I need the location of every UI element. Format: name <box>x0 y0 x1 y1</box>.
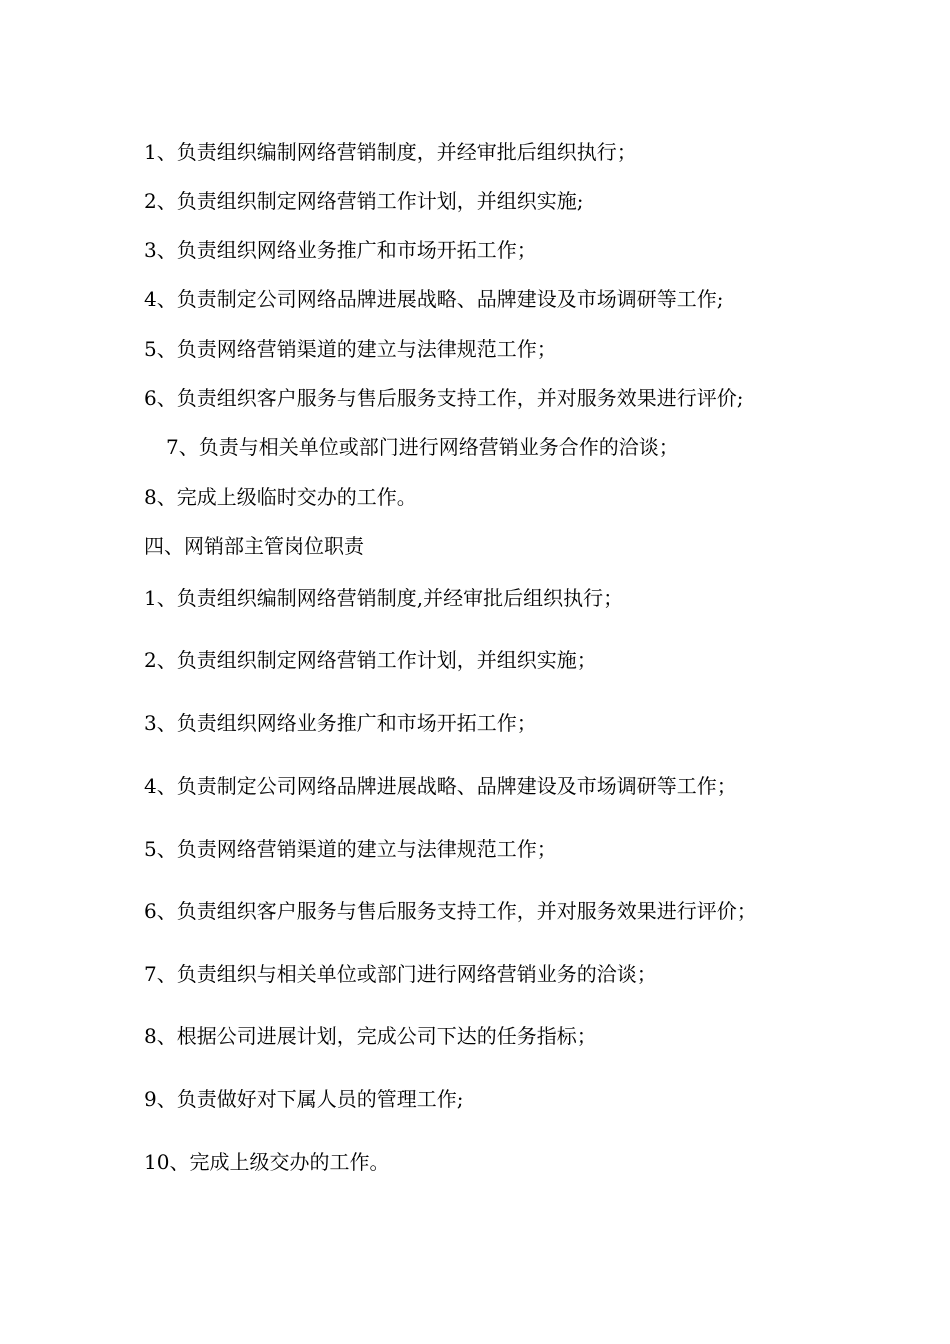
list-item-b8: 8、根据公司进展计划，完成公司下达的任务指标； <box>144 1024 597 1048</box>
list-item-b5: 5、负责网络营销渠道的建立与法律规范工作； <box>144 837 557 861</box>
section-heading: 四、网销部主管岗位职责 <box>144 534 364 558</box>
list-item-b2: 2、负责组织制定网络营销工作计划，并组织实施； <box>144 648 597 672</box>
list-item-b10: 10、完成上级交办的工作。 <box>144 1150 390 1174</box>
list-item-b6: 6、负责组织客户服务与售后服务支持工作，并对服务效果进行评价； <box>144 899 757 923</box>
list-item-b7: 7、负责组织与相关单位或部门进行网络营销业务的洽谈； <box>144 962 657 986</box>
list-item-b3: 3、负责组织网络业务推广和市场开拓工作； <box>144 711 537 735</box>
list-item-a1: 1、负责组织编制网络营销制度，并经审批后组织执行； <box>144 140 637 164</box>
list-item-b1: 1、负责组织编制网络营销制度,并经审批后组织执行； <box>144 586 624 610</box>
list-item-a7: 7、负责与相关单位或部门进行网络营销业务合作的洽谈； <box>166 435 679 459</box>
list-item-a3: 3、负责组织网络业务推广和市场开拓工作； <box>144 238 537 262</box>
list-item-a8: 8、完成上级临时交办的工作。 <box>144 485 417 509</box>
list-item-a2: 2、负责组织制定网络营销工作计划，并组织实施; <box>144 189 584 213</box>
list-item-a5: 5、负责网络营销渠道的建立与法律规范工作； <box>144 337 557 361</box>
list-item-a6: 6、负责组织客户服务与售后服务支持工作，并对服务效果进行评价; <box>144 386 744 410</box>
list-item-b4: 4、负责制定公司网络品牌进展战略、品牌建设及市场调研等工作； <box>144 774 737 798</box>
list-item-a4: 4、负责制定公司网络品牌进展战略、品牌建设及市场调研等工作; <box>144 287 724 311</box>
list-item-b9: 9、负责做好对下属人员的管理工作; <box>144 1087 464 1111</box>
